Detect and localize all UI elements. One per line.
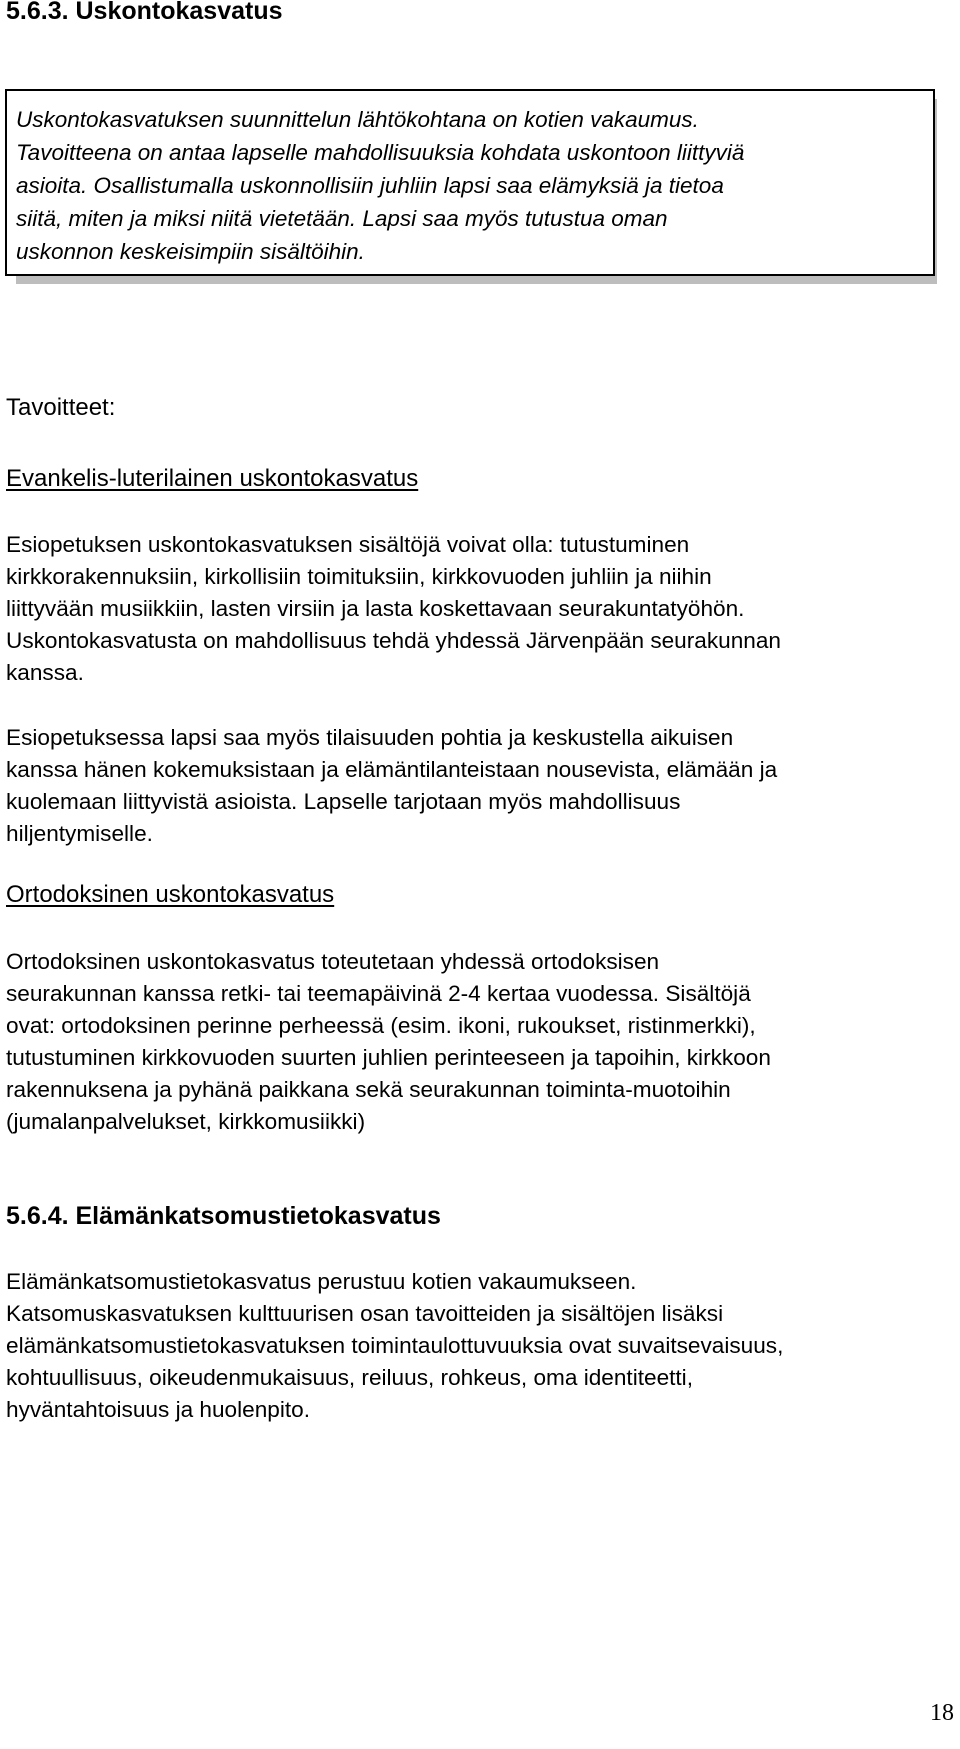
- section-heading-uskontokasvatus: 5.6.3. Uskontokasvatus: [6, 0, 283, 25]
- intro-line: Tavoitteena on antaa lapselle mahdollisuuksia kohdata uskontoon liittyviä: [16, 140, 745, 165]
- text-line: liittyvään musiikkiin, lasten virsiin ja lasta koskettavaan seurakuntatyöhön.: [6, 596, 745, 621]
- text-line: tutustuminen kirkkovuoden suurten juhlien perinteeseen ja tapoihin, kirkkoon: [6, 1045, 771, 1070]
- intro-line: uskonnon keskeisimpiin sisältöihin.: [16, 239, 365, 264]
- text-line: elämänkatsomustietokasvatuksen toimintaulottuvuuksia ovat suvaitsevaisuus,: [6, 1333, 784, 1358]
- text-line: Katsomuskasvatuksen kulttuurisen osan tavoitteiden ja sisältöjen lisäksi: [6, 1301, 724, 1326]
- intro-line: asioita. Osallistumalla uskonnollisiin juhliin lapsi saa elämyksiä ja tietoa: [16, 173, 724, 198]
- text-line: Ortodoksinen uskontokasvatus toteutetaan yhdessä ortodoksisen: [6, 949, 660, 974]
- text-line: Esiopetuksessa lapsi saa myös tilaisuuden pohtia ja keskustella aikuisen: [6, 725, 734, 750]
- intro-line: Uskontokasvatuksen suunnittelun lähtökohtana on kotien vakaumus.: [16, 107, 699, 132]
- text-line: hyväntahtoisuus ja huolenpito.: [6, 1397, 310, 1422]
- orthodox-paragraph: [6, 946, 771, 1138]
- goals-label: Tavoitteet:: [6, 394, 116, 421]
- lutheran-heading: Evankelis-luterilainen uskontokasvatus: [6, 465, 419, 492]
- intro-line: siitä, miten ja miksi niitä vietetään. Lapsi saa myös tutustua oman: [16, 206, 668, 231]
- text-line: kirkkorakennuksiin, kirkollisiin toimituksiin, kirkkovuoden juhliin ja niihin: [6, 564, 712, 589]
- intro-box: [5, 89, 935, 276]
- orthodox-heading: Ortodoksinen uskontokasvatus: [6, 881, 335, 908]
- section-heading-elamankatsomustieto: 5.6.4. Elämänkatsomustietokasvatus: [6, 1202, 441, 1230]
- lutheran-paragraph-1: [6, 529, 781, 689]
- elamankatsomustieto-paragraph: [6, 1266, 783, 1426]
- lutheran-paragraph-2: [6, 722, 777, 850]
- text-line: seurakunnan kanssa retki- tai teemapäivinä 2-4 kertaa vuodessa. Sisältöjä: [6, 981, 751, 1006]
- text-line: Esiopetuksen uskontokasvatuksen sisältöjä voivat olla: tutustuminen: [6, 532, 690, 557]
- text-line: kuolemaan liittyvistä asioista. Lapselle tarjotaan myös mahdollisuus: [6, 789, 681, 814]
- text-line: kanssa.: [6, 660, 84, 685]
- text-line: hiljentymiselle.: [6, 821, 153, 846]
- text-line: ovat: ortodoksinen perinne perheessä (esim. ikoni, rukoukset, ristinmerkki),: [6, 1013, 756, 1038]
- text-line: kanssa hänen kokemuksistaan ja elämäntilanteistaan nousevista, elämään ja: [6, 757, 778, 782]
- text-line: rakennuksena ja pyhänä paikkana sekä seurakunnan toiminta-muotoihin: [6, 1077, 731, 1102]
- text-line: Elämänkatsomustietokasvatus perustuu kotien vakaumukseen.: [6, 1269, 637, 1294]
- text-line: (jumalanpalvelukset, kirkkomusiikki): [6, 1109, 366, 1134]
- text-line: kohtuullisuus, oikeudenmukaisuus, reiluus, rohkeus, oma identiteetti,: [6, 1365, 693, 1390]
- text-line: Uskontokasvatusta on mahdollisuus tehdä yhdessä Järvenpään seurakunnan: [6, 628, 781, 653]
- page-number: 18: [930, 1700, 954, 1726]
